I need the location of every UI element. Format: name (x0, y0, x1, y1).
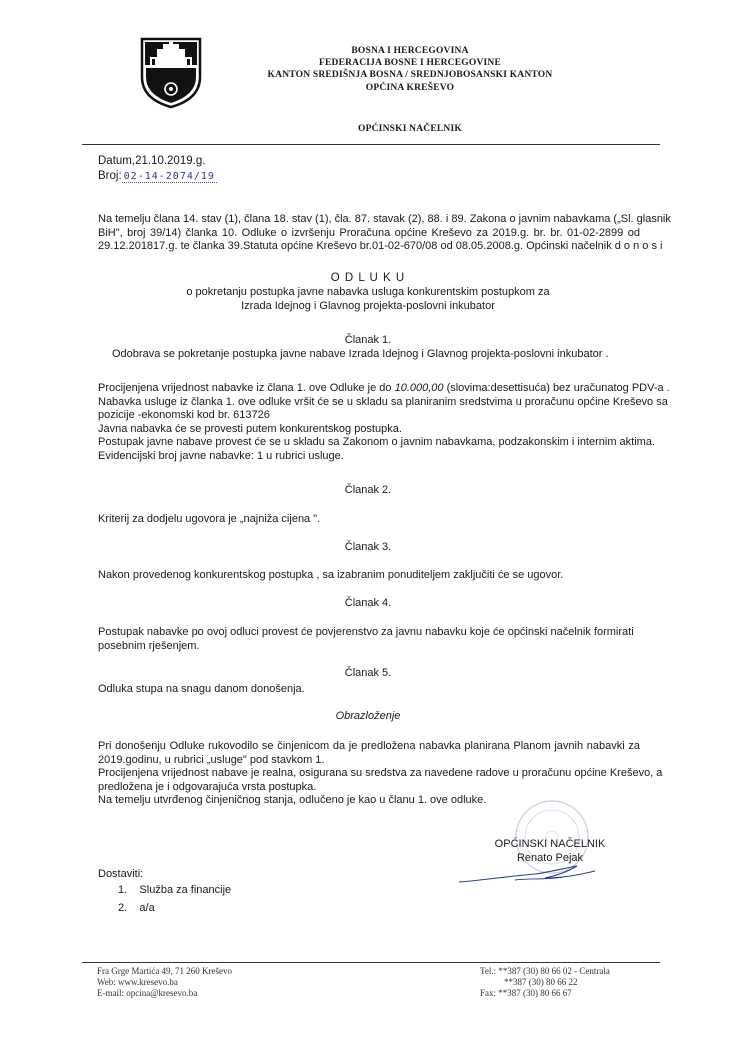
article-3-text: Nakon provedenog konkurentskog postupka , sa izabranim ponuditeljem zaključiti će se ugovor. (98, 569, 564, 581)
signature-scribble-icon (455, 858, 605, 890)
article-4-line: posebnim rješenjem. (98, 639, 200, 652)
footer-divider (82, 962, 660, 963)
document-number-label: Broj: (98, 170, 122, 182)
article-4-heading: Članak 4. (344, 597, 392, 609)
reasoning-line: Na temelju utvrđenog činjeničnog stanja, odlučeno je kao u članu 1. ove odluke. (98, 794, 487, 806)
document-number-value: 02-14-2074/19 (123, 171, 215, 182)
intro-paragraph (98, 213, 671, 254)
document-number (98, 170, 217, 182)
signature-title: OPĆINSKI NAČELNIK (494, 838, 606, 850)
header-country: BOSNA I HERCEGOVINA (351, 46, 469, 56)
delivery-item (118, 884, 231, 896)
delivery-item (118, 902, 155, 914)
funding-line: pozicije -ekonomski kod br. 613726 (98, 409, 270, 421)
delivery-label: Dostaviti: (98, 868, 144, 880)
article-1-heading: Članak 1. (344, 334, 392, 346)
footer-web-link[interactable]: Web: www.kresevo.ba (97, 977, 178, 987)
header-federation: FEDERACIJA BOSNE I HERCEGOVINE (318, 58, 502, 68)
intro-line: BiH", broj 39/14) članka 10. Odluke o izvršenju Proračuna općine Kreševo za 2019.g. br. br. 01-02-2899 od (98, 226, 640, 239)
intro-line: Na temelju člana 14. stav (1), člana 18. stav (1), čla. 87. stavak (2), 88. i 89. Zakona o javnim nabavkama („Sl. glasnik (98, 213, 671, 225)
reasoning-line: 2019.godinu, u rubrici „usluge" pod stavkom 1. (98, 753, 325, 766)
estimated-value-amount: 10.000,00 (394, 382, 444, 394)
document-date: Datum,21.10.2019.g. (98, 155, 206, 167)
header-municipality: OPĆINA KREŠEVO (365, 83, 455, 93)
procedure-law-line: Postupak javne nabave provest će se u skladu sa Zakonom o javnim nabavkama, podzakonskim i internim aktima. (98, 436, 656, 448)
article-3-heading: Članak 3. (344, 541, 392, 553)
article-2-text: Kriterij za dodjelu ugovora je „najniža cijena ". (98, 513, 321, 525)
coat-of-arms-shield-icon (140, 37, 202, 109)
article-2-heading: Članak 2. (344, 484, 392, 496)
reasoning-line: predložena je i odgovarajuća vrsta postupka. (98, 780, 317, 793)
footer-phone-2: **387 (30) 80 66 22 (504, 977, 578, 987)
header-office: OPĆINSKI NAČELNIK (358, 124, 462, 134)
decision-title: O D L U K U (330, 272, 406, 284)
delivery-item-text: a/a (139, 902, 155, 914)
article-5-heading: Članak 5. (344, 667, 392, 679)
footer-fax: Fax: **387 (30) 80 66 67 (480, 988, 572, 998)
article-4-text (98, 626, 638, 653)
header-divider (82, 144, 660, 145)
delivery-item-text: Služba za financije (139, 884, 232, 896)
signature-name: Renato Pejak (516, 852, 584, 864)
estimated-value-post: (slovima:desettisuća) bez uračunatog PDV-a . (443, 382, 670, 394)
reasoning-line: Pri donošenju Odluke rukovodilo se činjenicom da je predložena nabavka planirana Planom javnih nabavki za (98, 740, 640, 752)
intro-line: 29.12.201817.g. te članka 39.Statuta općine Kreševo br.01-02-670/08 od 08.05.2008.g. Općinski načelnik d o n o s i (98, 240, 663, 252)
footer-contact-left (97, 966, 232, 999)
delivery-item-number: 2. (118, 902, 128, 914)
estimated-value-line (98, 382, 670, 396)
decision-subtitle-line: o pokretanju postupka javne nabavka usluga konkurentskim postupkom za (186, 286, 550, 298)
footer-email-link[interactable]: E-mail: opcina@kresevo.ba (97, 988, 198, 998)
decision-subtitle-line: Izrada Idejnog i Glavnog projekta-poslovni inkubator (241, 299, 495, 312)
coat-of-arms-logo (140, 37, 202, 109)
delivery-item-number: 1. (118, 884, 128, 896)
estimated-value-pre: Procijenjena vrijednost nabavke iz člana 1. ove Odluke je do (98, 382, 395, 394)
footer-address: Fra Grge Martića 49, 71 260 Kreševo (97, 966, 233, 976)
procedure-type-line: Javna nabavka će se provesti putem konkurentskog postupka. (98, 422, 402, 435)
funding-line: Nabavka usluge iz članka 1. ove odluke vršit će se u skladu sa planiranim sredstvima u proračunu općine Kreševo sa (98, 395, 668, 408)
header-canton: KANTON SREDIŠNJA BOSNA / SREDNJOBOSANSKI KANTON (267, 70, 553, 80)
decision-subtitle (98, 286, 638, 313)
footer-phone: Tel.: **387 (30) 80 66 02 - Centrala (480, 966, 610, 976)
article-4-line: Postupak nabavke po ovoj odluci provest će povjerenstvo za javnu nabavku koje će općinski načelnik formirati (98, 626, 634, 638)
article-1-text: Odobrava se pokretanje postupka javne nabave Izrada Idejnog i Glavnog projekta-poslovni inkubator . (112, 348, 609, 360)
reasoning-heading: Obrazloženje (335, 710, 401, 722)
handwritten-signature (455, 858, 605, 890)
evidence-number-line: Evidencijski broj javne nabavke: 1 u rubrici usluge. (98, 449, 344, 462)
article-5-text: Odluka stupa na snagu danom donošenja. (98, 683, 305, 695)
article-1-details (98, 382, 670, 463)
reasoning-line: Procijenjena vrijednost nabave je realna, osigurana su sredstva za navedene radove u proračunu općine Kreševo, a (98, 767, 663, 779)
footer-contact-right (480, 966, 610, 999)
